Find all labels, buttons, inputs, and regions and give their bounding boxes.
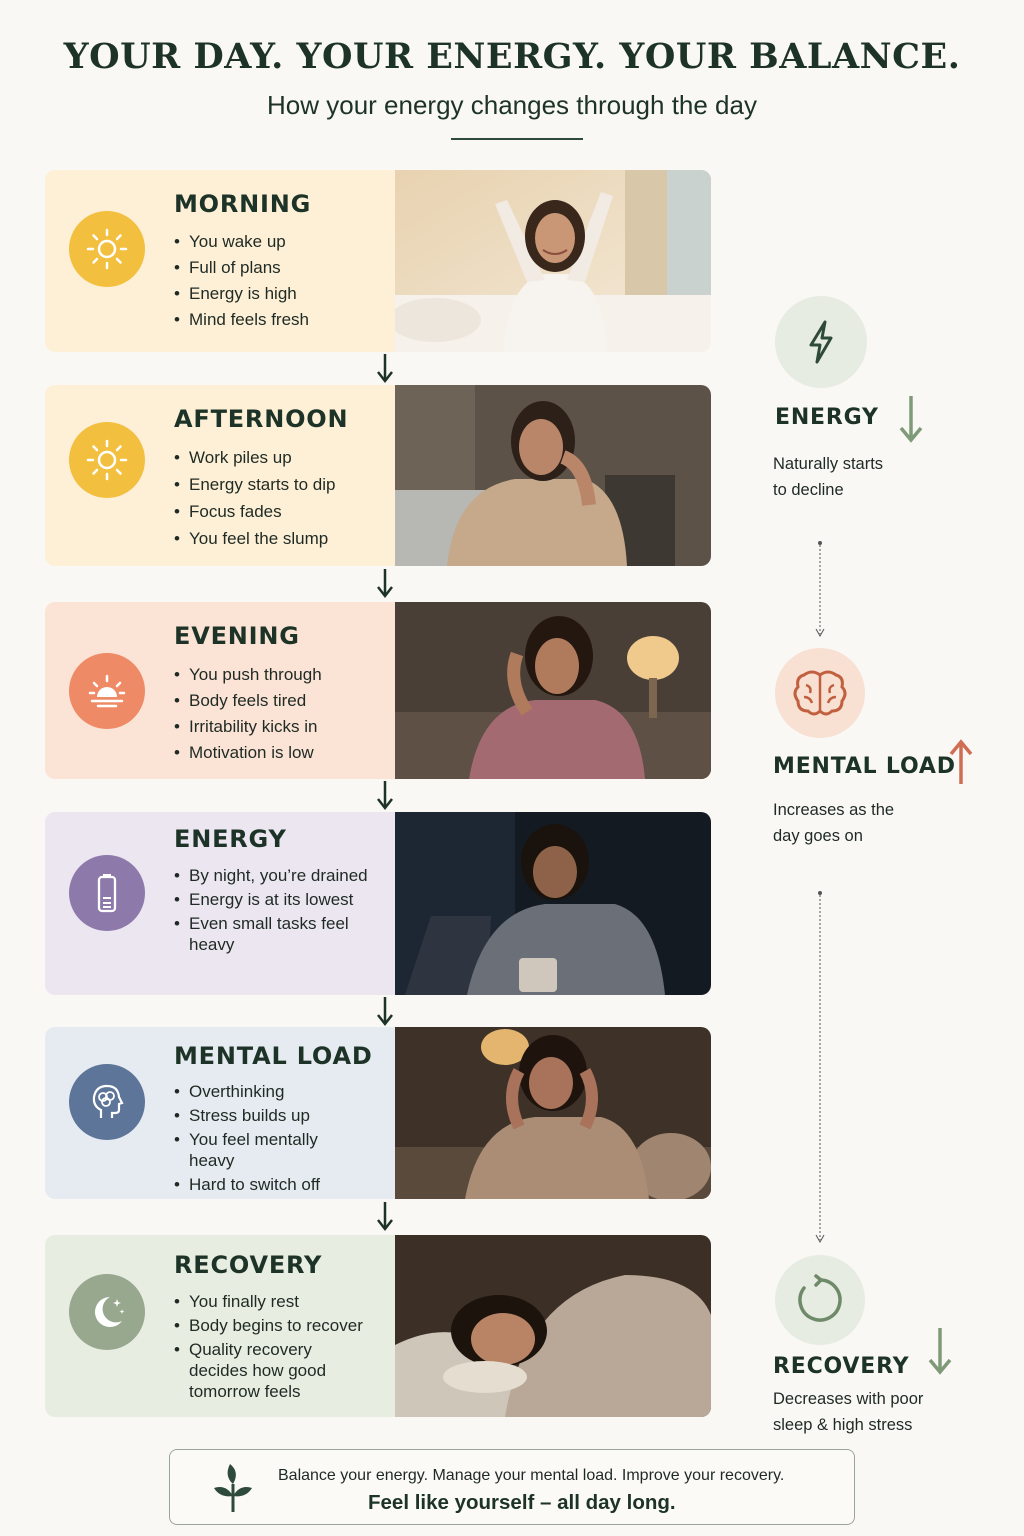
recovery-photo	[395, 1235, 711, 1417]
list-item: • Irritability kicks in	[174, 716, 384, 737]
stage-bullets	[174, 447, 384, 549]
stage-bullets	[174, 865, 384, 955]
stage-bullets	[174, 1291, 384, 1402]
arrow-down-icon	[375, 995, 395, 1027]
list-item: • Hard to switch off	[174, 1174, 384, 1195]
stage-card-evening	[45, 602, 711, 779]
list-item: • Even small tasks feel heavy	[174, 913, 359, 955]
energy-photo	[395, 812, 711, 995]
stage-title: AFTERNOON	[174, 405, 349, 433]
head-brain-icon	[69, 1064, 145, 1140]
dotted-connector	[814, 540, 826, 640]
arrow-down-icon	[375, 352, 395, 384]
stage-card-mental-load	[45, 1027, 711, 1199]
arrow-down-icon	[927, 1326, 953, 1376]
list-item: • Quality recovery decides how good tomorrow feels	[174, 1339, 359, 1402]
list-item: • Stress builds up	[174, 1105, 384, 1126]
arrow-down-icon	[898, 394, 924, 444]
morning-photo	[395, 170, 711, 352]
list-item: • You feel mentally heavy	[174, 1129, 344, 1171]
page-subtitle: How your energy changes through the day	[267, 90, 757, 120]
sidebar-recovery-text: Decreases with poor sleep & high stress	[773, 1390, 924, 1434]
list-item: • Motivation is low	[174, 742, 384, 763]
title-divider	[451, 138, 583, 140]
list-item: • You wake up	[174, 231, 384, 252]
list-item: • By night, you’re drained	[174, 865, 384, 886]
arrow-down-icon	[375, 567, 395, 599]
list-item: • Full of plans	[174, 257, 384, 278]
stage-bullets	[174, 1081, 384, 1195]
list-item: • Energy starts to dip	[174, 474, 384, 495]
mental-load-photo	[395, 1027, 711, 1199]
stage-title: MENTAL LOAD	[174, 1042, 373, 1070]
sidebar-energy-text: Naturally starts to decline	[773, 455, 884, 499]
sunset-icon	[69, 653, 145, 729]
list-item: • Energy is high	[174, 283, 384, 304]
sprout-icon	[210, 1462, 256, 1514]
stage-card-recovery	[45, 1235, 711, 1417]
stage-bullets	[174, 664, 384, 763]
sidebar-energy-title: ENERGY	[775, 405, 879, 430]
stage-title: RECOVERY	[174, 1251, 323, 1279]
dotted-connector	[814, 890, 826, 1246]
footer-line1: Balance your energy. Manage your mental load. Improve your recovery.	[278, 1467, 785, 1484]
sun-icon	[69, 211, 145, 287]
stage-card-morning	[45, 170, 711, 352]
arrow-down-icon	[375, 1200, 395, 1232]
brain-icon	[775, 648, 865, 738]
list-item: • Body begins to recover	[174, 1315, 384, 1336]
list-item: • Focus fades	[174, 501, 384, 522]
page-title: YOUR DAY. YOUR ENERGY. YOUR BALANCE.	[63, 36, 961, 77]
list-item: • Work piles up	[174, 447, 384, 468]
sidebar-mental-load-text: Increases as the day goes on	[773, 801, 895, 845]
evening-photo	[395, 602, 711, 779]
footer-banner	[169, 1449, 855, 1525]
stage-bullets	[174, 231, 384, 330]
list-item: • Mind feels fresh	[174, 309, 384, 330]
footer-line2: Feel like yourself – all day long.	[368, 1491, 676, 1514]
list-item: • Overthinking	[174, 1081, 384, 1102]
stage-title: EVENING	[174, 622, 300, 650]
list-item: • You push through	[174, 664, 384, 685]
afternoon-photo	[395, 385, 711, 566]
sidebar-mental-load-title: MENTAL LOAD	[773, 754, 956, 779]
arrow-up-icon	[948, 738, 974, 786]
stage-card-afternoon	[45, 385, 711, 566]
list-item: • Body feels tired	[174, 690, 384, 711]
stage-title: MORNING	[174, 190, 312, 218]
arrow-down-icon	[375, 779, 395, 811]
stage-card-energy	[45, 812, 711, 995]
recovery-circle-icon	[775, 1255, 865, 1345]
moon-stars-icon	[69, 1274, 145, 1350]
list-item: • Energy is at its lowest	[174, 889, 384, 910]
low-battery-icon	[69, 855, 145, 931]
list-item: • You finally rest	[174, 1291, 384, 1312]
stage-title: ENERGY	[174, 825, 287, 853]
sidebar-recovery-title: RECOVERY	[773, 1354, 910, 1379]
sun-icon	[69, 422, 145, 498]
lightning-icon	[775, 296, 867, 388]
list-item: • You feel the slump	[174, 528, 384, 549]
